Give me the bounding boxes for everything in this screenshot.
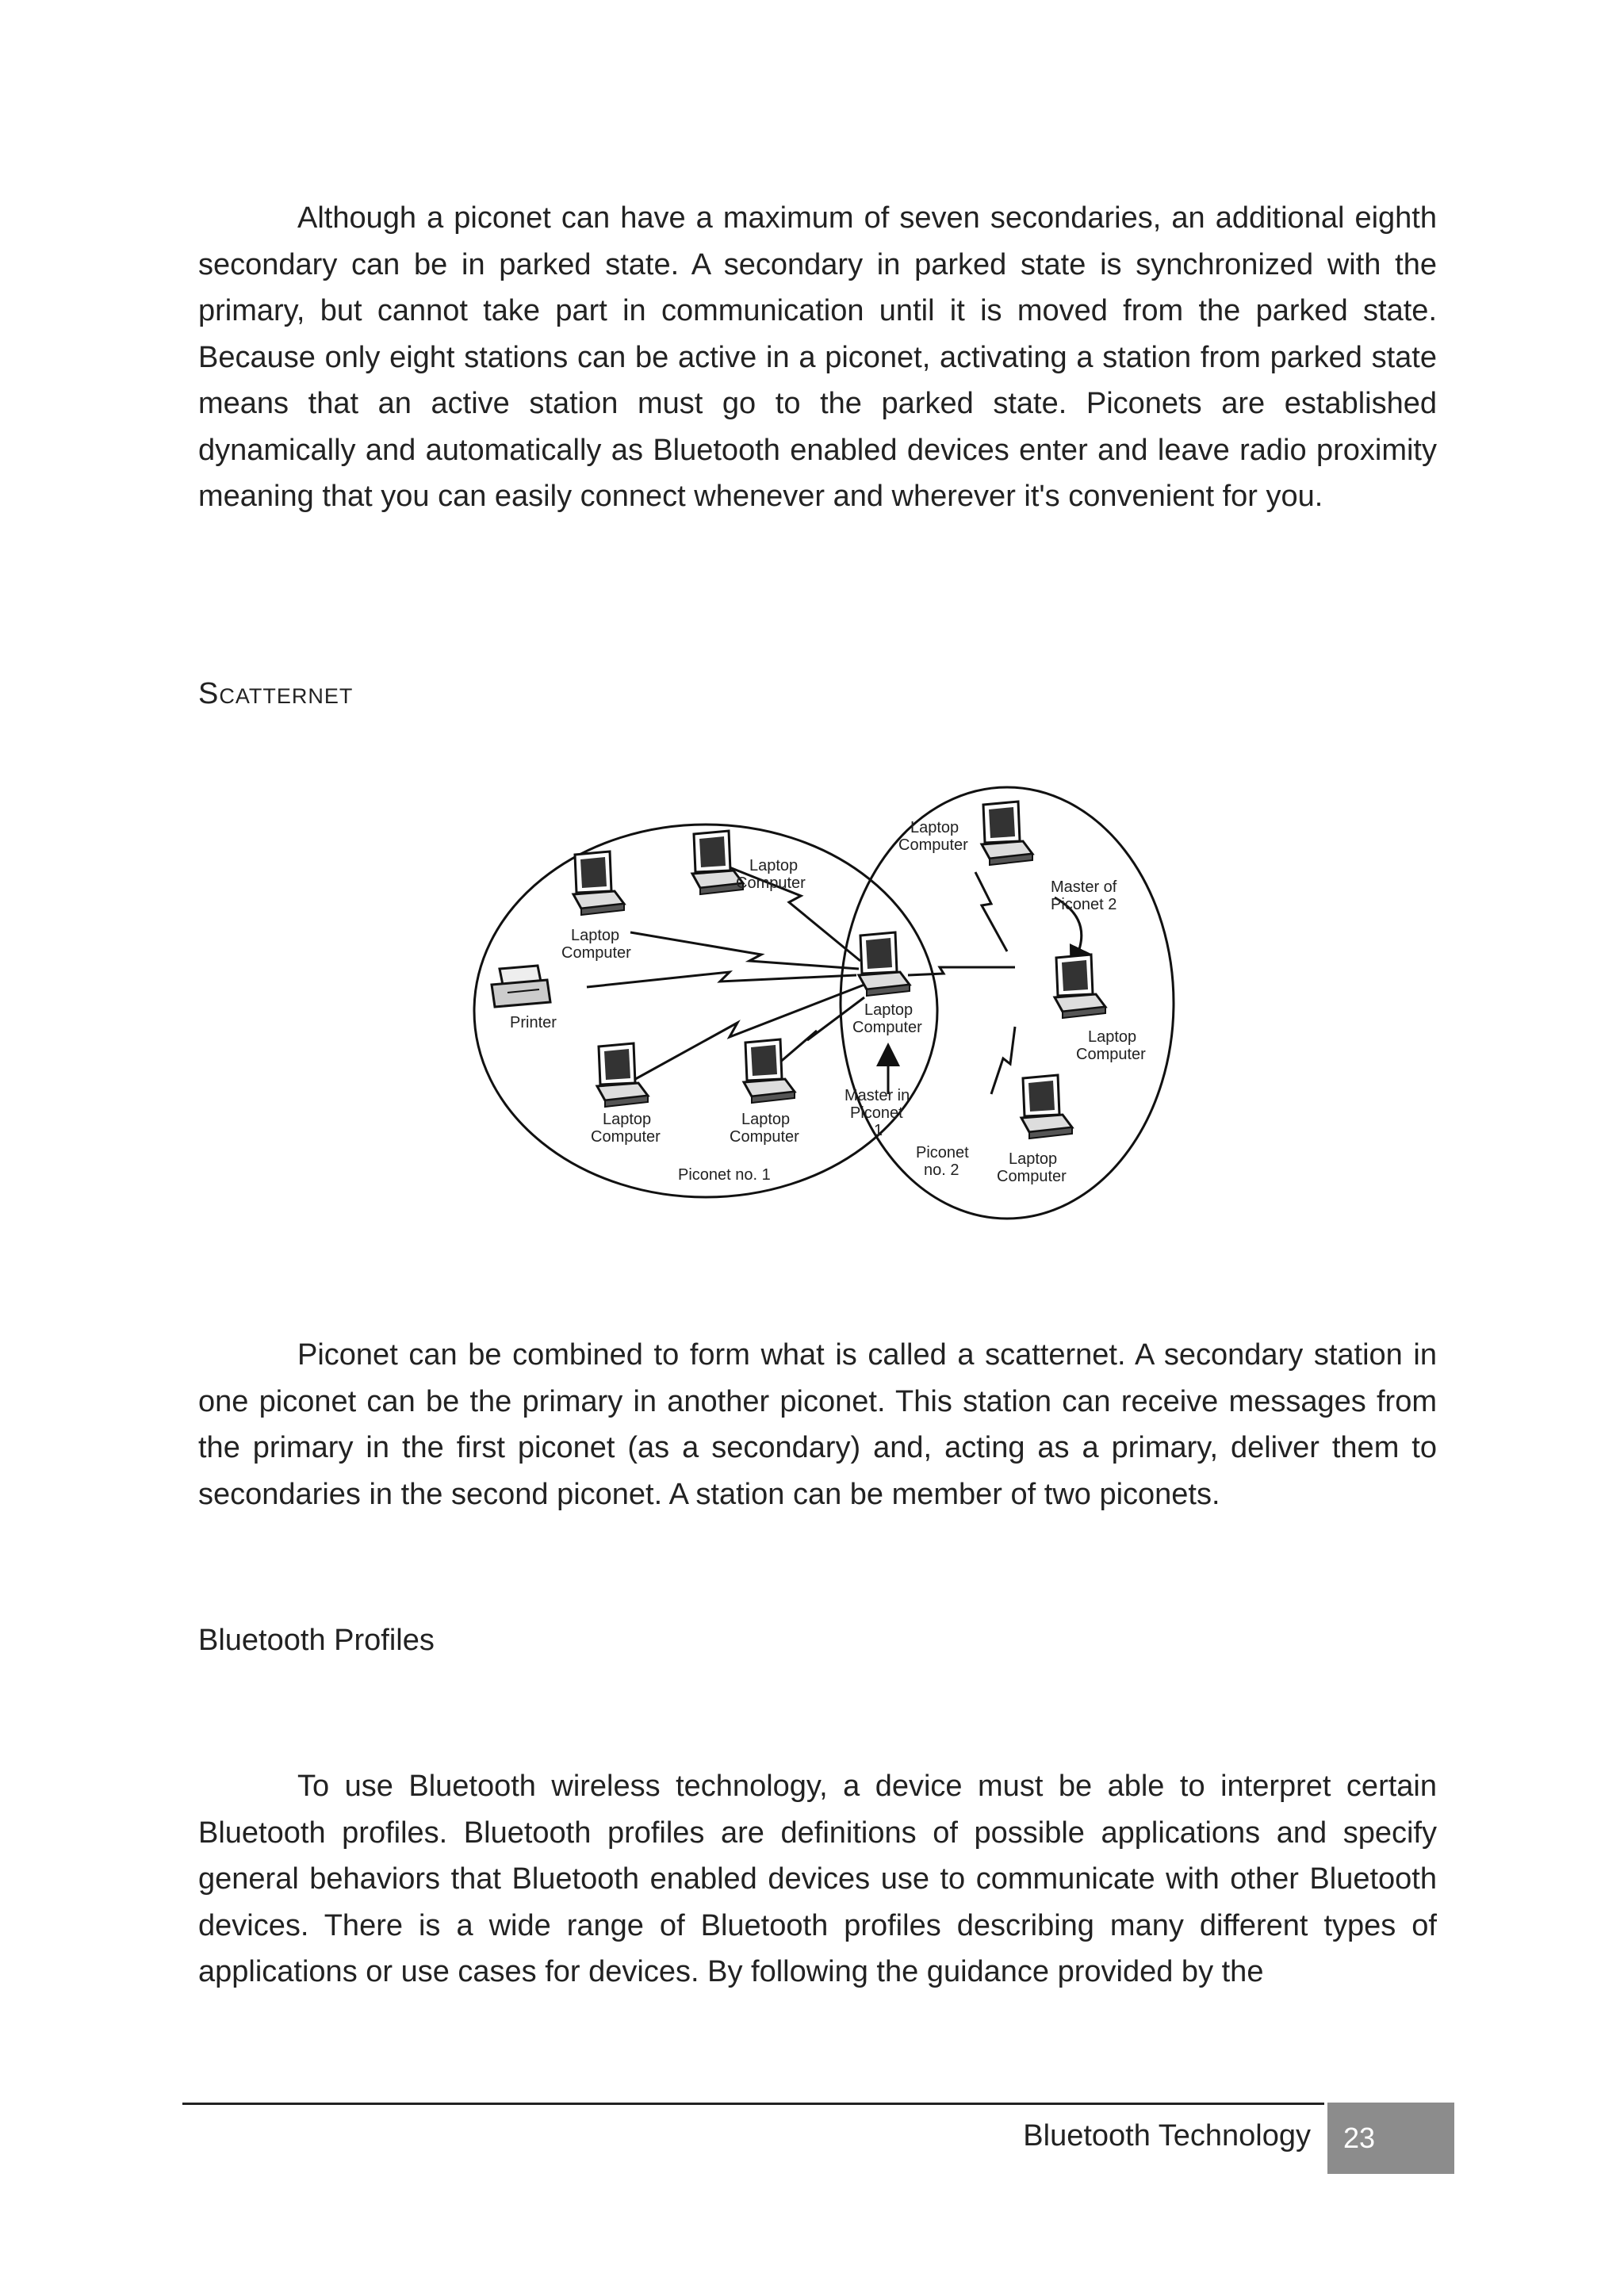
- label-master-of: Master of: [1051, 878, 1117, 896]
- scatternet-diagram: [468, 785, 1182, 1229]
- label-piconet-2: Piconet 2: [1051, 896, 1117, 913]
- label-piconet: Piconet: [850, 1104, 903, 1122]
- label-printer: Printer: [510, 1014, 557, 1031]
- label-computer: Computer: [736, 874, 806, 892]
- scatternet-diagram-svg: [468, 785, 1182, 1229]
- paragraph-text: To use Bluetooth wireless technology, a device must be able to interpret certain Bluetooth profiles. Bluetooth profiles are definitions of possible applications and specify general behaviors that Bluetooth enabled devices use to communicate with other Bluetooth devices. There is a wide range of Bluetooth profiles describing many different types of applications or use cases for devices. By following the guidance provided by the: [198, 1770, 1437, 1988]
- label-laptop: Laptop: [603, 1111, 652, 1128]
- label-laptop: Laptop: [741, 1111, 791, 1128]
- label-piconet-number: 1: [874, 1122, 883, 1139]
- label-computer: Computer: [1076, 1046, 1146, 1063]
- printer-icon: [492, 966, 550, 1007]
- paragraph-scatternet: [198, 1332, 1437, 1517]
- laptop-icon: [573, 851, 624, 915]
- label-piconet: Piconet: [916, 1144, 969, 1161]
- footer-divider: [182, 2103, 1324, 2105]
- label-laptop: Laptop: [1088, 1028, 1137, 1046]
- wireless-links: [587, 864, 1015, 1094]
- paragraph-text: Although a piconet can have a maximum of seven secondaries, an additional eighth secondary can be in parked state. A secondary in parked state is synchronized with the primary, but cannot take part in communication until it is moved from the parked state. Because only eight stations can be active in a piconet, activating a station from parked state means that an active station must go to the parked state. Piconets are established dynamically and automatically as Bluetooth enabled devices enter and leave radio proximity meaning that you can easily connect whenever and wherever it's convenient for you.: [198, 201, 1437, 513]
- label-computer: Computer: [852, 1019, 922, 1036]
- label-laptop: Laptop: [1009, 1150, 1058, 1168]
- label-computer: Computer: [591, 1128, 661, 1146]
- paragraph-profiles: [198, 1763, 1437, 1996]
- label-computer: Computer: [730, 1128, 799, 1146]
- label-computer: Computer: [997, 1168, 1067, 1185]
- label-piconet-no-1: Piconet no. 1: [678, 1166, 771, 1184]
- laptop-icon: [982, 802, 1032, 865]
- page-number-badge: [1327, 2103, 1454, 2174]
- paragraph-text: Piconet can be combined to form what is called a scatternet. A secondary station in one piconet can be the primary in another piconet. This station can receive messages from the primary in the first piconet (as a secondary) and, acting as a primary, deliver them to secondaries in the second piconet. A station can be member of two piconets.: [198, 1338, 1437, 1511]
- section-heading-bluetooth-profiles: Bluetooth Profiles: [198, 1624, 435, 1657]
- laptop-icon: [744, 1039, 795, 1103]
- footer-document-title: Bluetooth Technology: [1023, 2119, 1311, 2152]
- label-computer: Computer: [898, 836, 968, 854]
- label-master-in: Master in: [845, 1087, 910, 1104]
- label-computer: Computer: [561, 944, 631, 962]
- label-laptop: Laptop: [864, 1001, 914, 1019]
- laptop-master-1-icon: [859, 932, 910, 996]
- page-number: 23: [1343, 2122, 1376, 2154]
- laptop-icon: [1021, 1075, 1072, 1138]
- laptop-master-2-icon: [1055, 955, 1105, 1018]
- label-laptop: Laptop: [571, 927, 620, 944]
- paragraph-piconet-parked: [198, 195, 1437, 520]
- label-no-2: no. 2: [924, 1161, 959, 1179]
- label-laptop: Laptop: [749, 857, 799, 874]
- section-heading-scatternet: Scatternet: [198, 677, 354, 710]
- label-laptop: Laptop: [910, 819, 959, 836]
